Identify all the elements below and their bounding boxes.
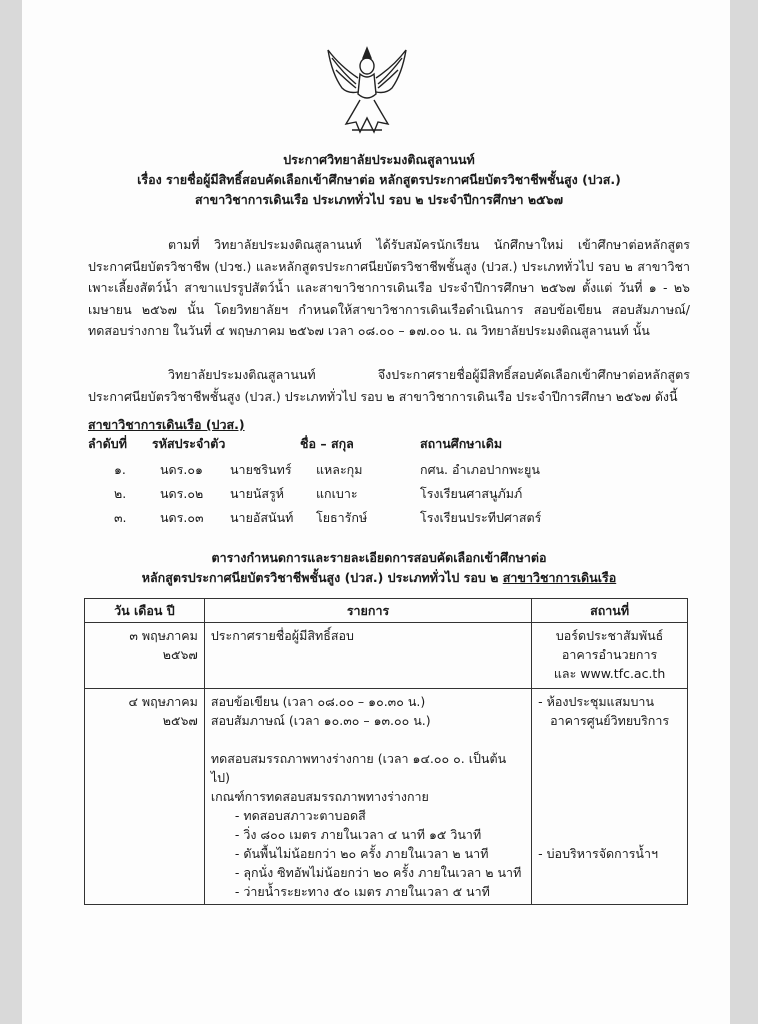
body-paragraph-1: ตามที่ วิทยาลัยประมงติณสูลานนท์ ได้รับสมัครนักเรียน นักศึกษาใหม่ เข้าศึกษาต่อหลักสูตรประกาศนียบัตรวิชาชีพ (ปวช.) และหลักสูตรประกาศนียบัตรวิชาชีพชั้นสูง (ปวส.) ประเภททั่วไป รอบ ๒ สาขาวิชาเพาะเลี้ยงสัตว์น้ำ สาขาแปรรูปสัตว์น้ำ และสาขาวิชาการเดินเรือ ประจำปีการศึกษา ๒๕๖๗ ตั้งแต่ วันที่ ๑ - ๒๖ เมษายน ๒๕๖๗ นั้น โดยวิทยาลัยฯ กำหนดให้สาขาวิชาการเดินเรือดำเนินการ สอบข้อเขียน สอบสัมภาษณ์/ทดสอบร่างกาย ในวันที่ ๔ พฤษภาคม ๒๕๖๗ เวลา ๐๘.๐๐ – ๑๗.๐๐ น. ณ วิทยาลัยประมงติณสูลานนท์ นั้น xyxy=(88,237,690,338)
place-spacer xyxy=(538,730,681,844)
place-line: อาคารศูนย์วิทยบริการ xyxy=(550,713,670,728)
garuda-emblem-icon xyxy=(322,44,412,140)
header-date: วัน เดือน ปี xyxy=(85,599,205,623)
criteria-line: - ทดสอบสภาวะตาบอดสี xyxy=(234,808,366,823)
criteria-line: - วิ่ง ๘๐๐ เมตร ภายในเวลา ๔ นาที ๑๕ วินาที xyxy=(234,827,482,842)
schedule-subtitle-text: หลักสูตรประกาศนียบัตรวิชาชีพชั้นสูง (ปวส.) ประเภททั่วไป รอบ ๒ xyxy=(141,570,499,585)
item-line: สอบข้อเขียน (เวลา ๐๘.๐๐ – ๑๐.๓๐ น.) xyxy=(210,694,426,709)
place-line: อาคารอำนวยการ xyxy=(561,647,658,662)
schedule-row xyxy=(85,689,688,905)
item-line: สอบสัมภาษณ์ (เวลา ๑๐.๓๐ – ๑๓.๐๐ น.) xyxy=(210,713,431,728)
item-line: ทดสอบสมรรถภาพทางร่างกาย (เวลา ๑๔.๐๐ ๐. เป็นต้นไป) xyxy=(210,751,507,785)
schedule-title: ตารางกำหนดการและรายละเอียดการสอบคัดเลือกเข้าศึกษาต่อ xyxy=(211,550,547,565)
announcement-subject: เรื่อง รายชื่อผู้มีสิทธิ์สอบคัดเลือกเข้าศึกษาต่อ หลักสูตรประกาศนียบัตรวิชาชีพชั้นสูง (ปวส.) xyxy=(137,172,621,187)
col-header-no: ลำดับที่ xyxy=(88,436,127,451)
place-line: - บ่อบริหารจัดการน้ำฯ xyxy=(538,846,659,861)
criteria-line: - ว่ายน้ำระยะทาง ๕๐ เมตร ภายในเวลา ๕ นาที xyxy=(234,884,490,899)
candidate-school: โรงเรียนศาสนูภัมภ์ xyxy=(420,486,523,501)
candidate-no: ๓. xyxy=(114,510,127,525)
item-line: เกณฑ์การทดสอบสมรรถภาพทางร่างกาย xyxy=(210,789,429,804)
candidate-firstname: นายนัสรูห์ xyxy=(230,486,285,501)
criteria-line: - ดันพื้นไม่น้อยกว่า ๒๐ ครั้ง ภายในเวลา ๒ นาที xyxy=(234,846,489,861)
announcement-org: ประกาศวิทยาลัยประมงติณสูลานนท์ xyxy=(283,152,475,167)
col-header-school: สถานศึกษาเดิม xyxy=(420,436,503,451)
section-title: สาขาวิชาการเดินเรือ (ปวส.) xyxy=(88,417,245,432)
col-header-id: รหัสประจำตัว xyxy=(152,436,226,451)
criteria-line: - ลุกนั่ง ซิทอัพไม่น้อยกว่า ๒๐ ครั้ง ภายในเวลา ๒ นาที xyxy=(234,865,522,880)
candidate-no: ๑. xyxy=(114,462,126,477)
candidate-id: นดร.๐๒ xyxy=(160,486,204,501)
candidate-id: นดร.๐๑ xyxy=(160,462,203,477)
candidate-lastname: โยธารักษ์ xyxy=(316,510,368,525)
schedule-subtitle-major: สาขาวิชาการเดินเรือ xyxy=(502,570,617,585)
schedule-item: ประกาศรายชื่อผู้มีสิทธิ์สอบ xyxy=(204,623,531,689)
candidate-lastname: แกเบาะ xyxy=(316,486,358,501)
header-item: รายการ xyxy=(204,599,531,623)
place-line: และ www.tfc.ac.th xyxy=(553,666,666,681)
candidate-school: กศน. อำเภอปากพะยูน xyxy=(420,462,540,477)
col-header-name: ชื่อ – สกุล xyxy=(300,436,354,451)
candidate-id: นดร.๐๓ xyxy=(160,510,204,525)
candidate-lastname: แหละกุม xyxy=(316,462,363,477)
place-line: - ห้องประชุมแสมบาน xyxy=(538,694,654,709)
candidate-no: ๒. xyxy=(114,486,127,501)
schedule-date: ๔ พฤษภาคม ๒๕๖๗ xyxy=(85,689,205,905)
candidate-firstname: นายอัสนันท์ xyxy=(230,510,294,525)
item-spacer xyxy=(211,730,525,749)
schedule-place xyxy=(532,623,688,689)
schedule-place xyxy=(532,689,688,905)
schedule-table xyxy=(84,598,688,905)
schedule-item xyxy=(204,689,531,905)
schedule-row xyxy=(85,623,688,689)
schedule-header-row xyxy=(85,599,688,623)
candidate-firstname: นายชรินทร์ xyxy=(230,462,292,477)
schedule-subtitle xyxy=(0,570,758,586)
announcement-subject-line2: สาขาวิชาการเดินเรือ ประเภททั่วไป รอบ ๒ ประจำปีการศึกษา ๒๕๖๗ xyxy=(195,192,563,207)
header-place: สถานที่ xyxy=(532,599,688,623)
body-paragraph-2: วิทยาลัยประมงติณสูลานนท์ จึงประกาศรายชื่อผู้มีสิทธิ์สอบคัดเลือกเข้าศึกษาต่อหลักสูตรประกาศนียบัตรวิชาชีพชั้นสูง (ปวส.) ประเภททั่วไป รอบ ๒ สาขาวิชาการเดินเรือ ประจำปีการศึกษา ๒๕๖๗ ดังนี้ xyxy=(88,367,690,404)
candidate-school: โรงเรียนประทีปศาสตร์ xyxy=(420,510,542,525)
schedule-date: ๓ พฤษภาคม ๒๕๖๗ xyxy=(85,623,205,689)
place-line: บอร์ดประชาสัมพันธ์ xyxy=(555,628,664,643)
